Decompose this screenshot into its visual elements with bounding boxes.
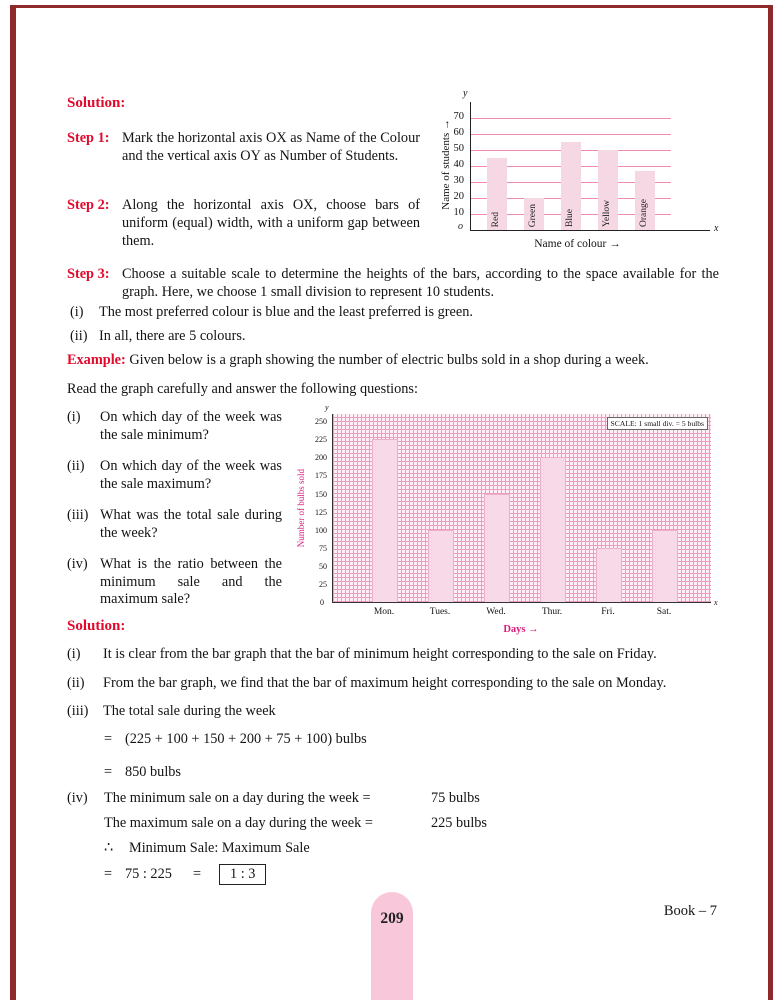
ratio-final-boxed: 1 : 3 [219,864,266,885]
therefore-symbol: ∴ [104,840,114,856]
answer-1 [67,646,657,663]
step-1-text: Mark the horizontal axis OX as Name of the Colour and the vertical axis OY as Number of Students. [122,130,420,164]
bar-green [524,198,544,230]
question-1-num: (i) [67,409,81,425]
question-2 [67,458,282,493]
question-1 [67,409,282,444]
equals-sign: = [193,866,202,882]
y-tick-label: 60 [453,127,464,138]
question-4 [67,556,282,609]
y-tick-label: 50 [319,561,327,571]
answer-3-num: (iii) [67,703,89,719]
scale-note: SCALE: 1 small div. = 5 bulbs [607,417,708,430]
step-1-label: Step 1: [67,130,110,146]
bar-label: Green [528,203,538,227]
question-3-num: (iii) [67,507,89,523]
step-1 [67,129,420,165]
bar-blue [561,142,581,230]
solution2-heading: Solution: [67,618,126,634]
observation-2-text: In all, there are 5 colours. [99,328,246,344]
x-axis-line [470,230,710,231]
step-3-text: Choose a suitable scale to determine the heights of the bars, according to the space available for the graph. Here, we choose 1 small division to represent 10 students. [122,266,719,300]
question-4-text: What is the ratio between the minimum sale and the maximum sale? [100,556,282,607]
answer-1-text: It is clear from the bar graph that the bar of minimum height corresponding to the sale on Friday. [103,646,657,662]
observation-1 [70,304,473,321]
y-axis-title-text: Name of students → [440,118,452,210]
x-tick-label: Thur. [541,607,563,617]
step-2-text: Along the horizontal axis OX, choose bars of uniform (equal) width, with a uniform gap between them. [122,197,420,249]
y-tick-label: 200 [315,453,327,463]
x-axis-title: Name of colour → [534,238,621,250]
max-sale-line [104,815,487,832]
therefore-line [104,840,487,857]
ratio-result-line [104,864,487,885]
example-instruction: Read the graph carefully and answer the following questions: [67,381,418,397]
x-tick-label: Sat. [656,607,672,617]
x-axis-title: Days → [503,624,539,635]
bar-tues [428,530,454,602]
question-4-num: (iv) [67,556,88,572]
y-tick-label: 225 [315,435,327,445]
gridline-70 [471,118,671,119]
answer-2-text: From the bar graph, we find that the bar of maximum height corresponding to the sale on Monday. [103,675,667,691]
answer-4 [67,790,487,885]
plot-area [470,102,671,230]
plot-area [332,414,711,603]
equals-sign: = [104,764,113,780]
answer-3-text: The total sale during the week [103,703,276,719]
bar-thur [540,457,566,602]
questions-list [67,409,282,623]
ratio-text: Minimum Sale: Maximum Sale [129,840,310,856]
bar-sat [652,530,678,602]
equals-sign: = [104,866,113,882]
y-tick-label: 30 [453,175,464,186]
y-tick-label: 70 [453,111,464,122]
question-3 [67,507,282,542]
x-tick-label: Wed. [486,607,506,617]
page-border-top [10,5,773,8]
bar-orange [635,171,655,230]
y-tick-label: 125 [315,507,327,517]
example-label: Example: [67,352,126,368]
bar-fri [596,548,622,602]
bar-label: Blue [565,209,575,227]
answer-4-body [104,790,487,885]
answer-4-num: (iv) [67,790,88,806]
y-axis-letter: y [463,88,468,99]
x-tick-label: Mon. [373,607,395,617]
max-sale-label: The maximum sale on a day during the week = [104,815,373,831]
observation-2 [70,328,245,345]
y-tick-label: 20 [453,191,464,202]
page-border-right [768,5,773,1000]
answer-2-num: (ii) [67,675,85,691]
total-expression [104,731,367,748]
colour-preference-bar-chart [430,88,725,260]
origin-label: o [458,221,463,232]
y-tick-label: 50 [453,143,464,154]
solution1-heading: Solution: [67,95,126,111]
example-line [67,352,727,369]
answer-2 [67,675,666,692]
bar-red [487,158,507,230]
total-expr-text: (225 + 100 + 150 + 200 + 75 + 100) bulbs [125,731,367,747]
step-2 [67,196,420,250]
x-tick-label: Tues. [429,607,451,617]
max-sale-value: 225 bulbs [431,815,488,831]
bar-yellow [598,150,618,230]
y-axis-title-text: Number of bulbs sold [296,468,306,548]
y-tick-label: 150 [315,489,327,499]
page-number-capsule [371,892,413,1000]
bar-label: Yellow [602,199,612,227]
question-1-text: On which day of the week was the sale minimum? [100,409,282,443]
x-axis-letter: x [714,598,718,607]
page-number: 209 [380,910,404,927]
bar-label: Red [491,211,501,227]
bar-mon [372,439,398,602]
observation-2-num: (ii) [70,328,88,344]
gridline-60 [471,134,671,135]
ratio-calculation: 75 : 225 [125,866,172,882]
question-2-num: (ii) [67,458,85,474]
min-sale-label: The minimum sale on a day during the week = [104,790,371,806]
origin-label: 0 [320,598,324,607]
page-border-left [10,5,16,1000]
y-tick-label: 175 [315,471,327,481]
bar-wed [484,494,510,602]
equals-sign: = [104,731,113,747]
step-3 [67,265,719,301]
y-tick-label: 40 [453,159,464,170]
min-sale-line [104,790,487,807]
bulbs-sold-bar-chart [296,402,728,640]
total-result [104,764,181,781]
question-3-text: What was the total sale during the week? [100,507,282,541]
example-text: Given below is a graph showing the number of electric bulbs sold in a shop during a week. [129,352,649,368]
step-3-label: Step 3: [67,266,110,282]
y-tick-label: 250 [315,417,327,427]
y-tick-label: 10 [453,207,464,218]
question-2-text: On which day of the week was the sale maximum? [100,458,282,492]
x-axis-letter: x [714,223,719,234]
observation-1-num: (i) [70,304,84,320]
step-2-label: Step 2: [67,197,110,213]
x-tick-label: Fri. [601,607,615,617]
bar-label: Orange [639,199,649,227]
y-tick-label: 25 [319,579,327,589]
answer-3 [67,703,276,720]
y-tick-label: 100 [315,525,327,535]
min-sale-value: 75 bulbs [431,790,480,806]
book-label: Book – 7 [663,903,717,919]
answer-1-num: (i) [67,646,81,662]
observation-1-text: The most preferred colour is blue and the least preferred is green. [99,304,473,320]
y-axis-letter: y [325,403,329,412]
total-result-text: 850 bulbs [125,764,182,780]
y-tick-label: 75 [319,543,327,553]
